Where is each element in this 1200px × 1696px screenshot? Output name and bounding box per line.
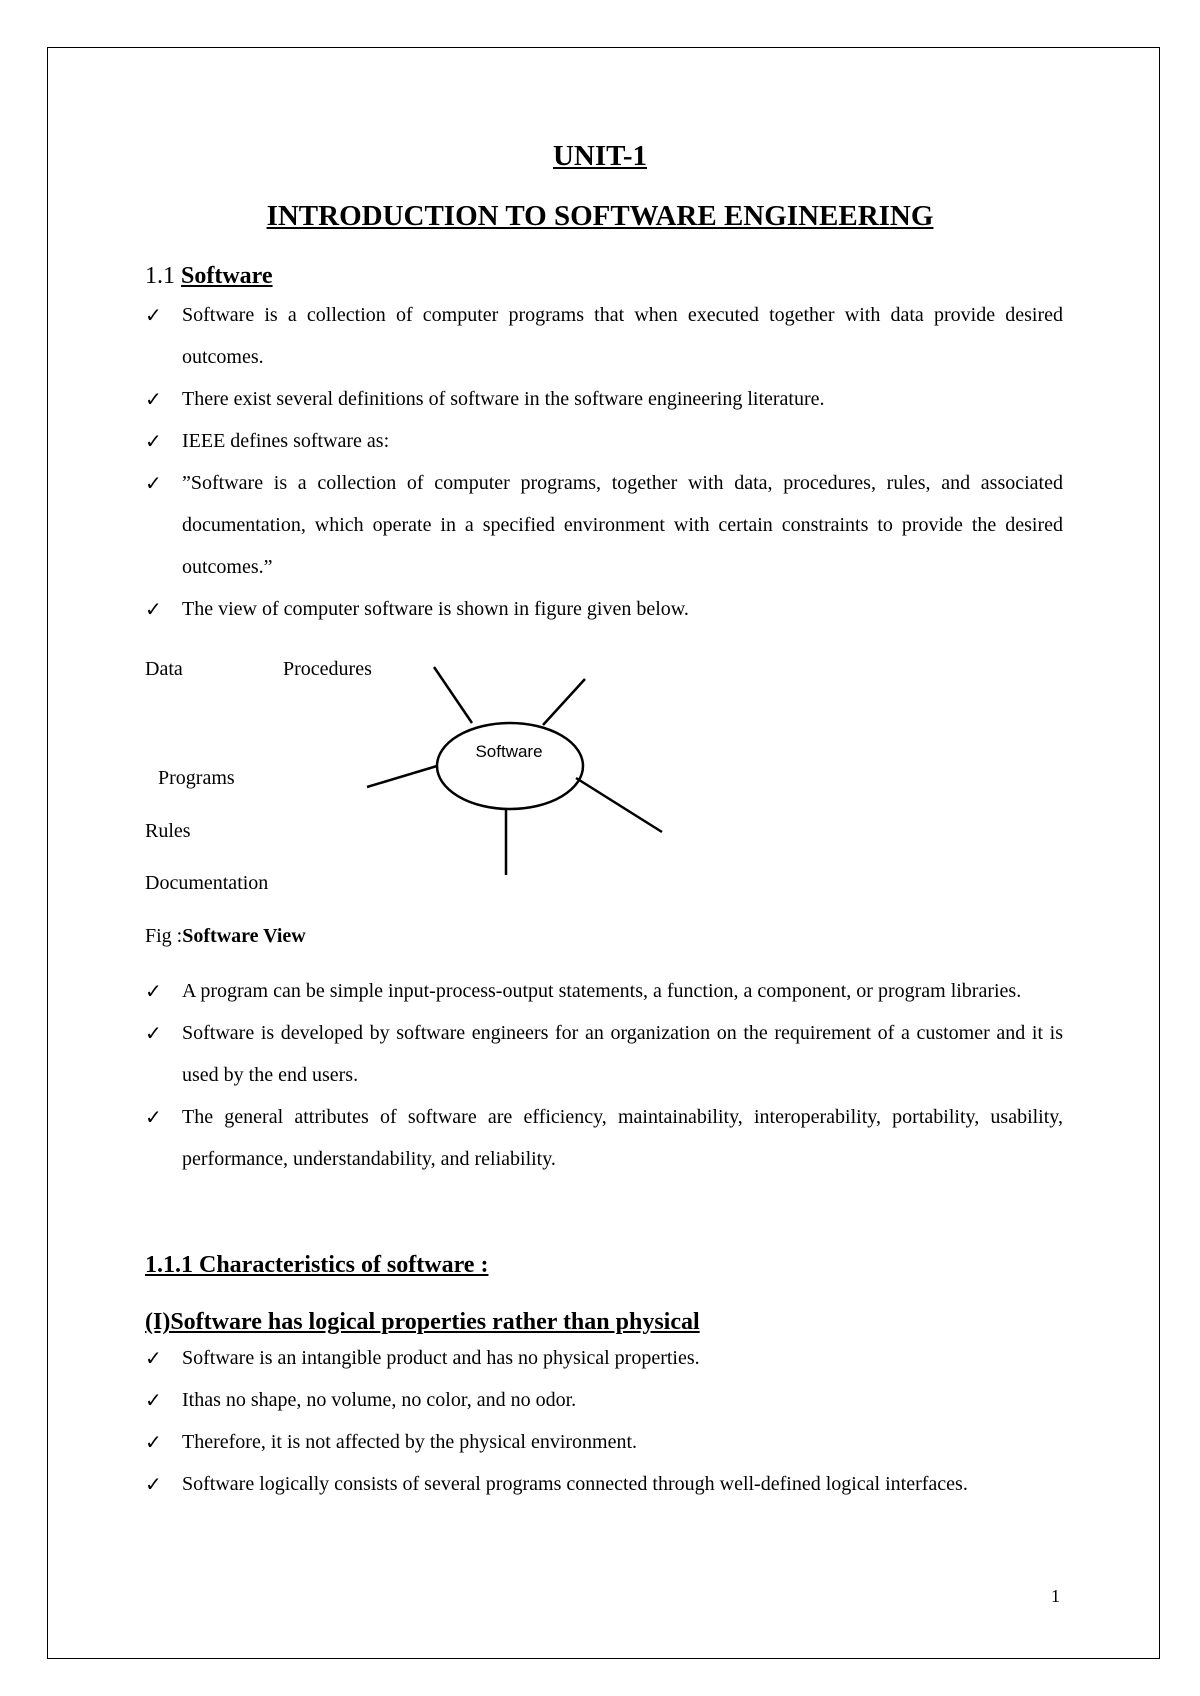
checkmark-icon: ✓ (145, 387, 162, 411)
spoke-line (367, 766, 437, 787)
section-title: Software (181, 263, 273, 289)
list-item: ✓ Ithas no shape, no volume, no color, and no odor. (145, 1379, 1063, 1421)
checkmark-icon: ✓ (145, 429, 162, 453)
checkmark-icon: ✓ (145, 1472, 162, 1496)
label-rules: Rules (145, 820, 191, 842)
spoke-line (543, 679, 585, 725)
label-programs: Programs (158, 767, 235, 789)
label-documentation: Documentation (145, 872, 269, 894)
checkmark-icon: ✓ (145, 1105, 162, 1129)
checkmark-icon: ✓ (145, 303, 162, 327)
main-title: INTRODUCTION TO SOFTWARE ENGINEERING (266, 200, 934, 232)
list-item: ✓ ”Software is a collection of computer programs, together with data, procedures, rules, and associated documentation, which operate in a specified environment with certain constraints to provide the desired outcomes.” (145, 462, 1063, 588)
list-item: ✓ Software is developed by software engineers for an organization on the requirement of a customer and it is used by the end users. (145, 1012, 1063, 1096)
list-item: ✓ The view of computer software is shown in figure given below. (145, 588, 1063, 630)
list-item: ✓ Software logically consists of several programs connected through well-defined logical interfaces. (145, 1463, 1063, 1505)
page-number: 1 (1051, 1586, 1060, 1606)
list-item: ✓ Software is a collection of computer programs that when executed together with data provide desired outcomes. (145, 294, 1063, 378)
section-number: 1.1 (145, 263, 175, 289)
list-item: ✓ Software is an intangible product and has no physical properties. (145, 1337, 1063, 1379)
software-ellipse (437, 723, 583, 809)
software-attributes-list (145, 970, 1063, 1180)
checkmark-icon: ✓ (145, 597, 162, 621)
checkmark-icon: ✓ (145, 471, 162, 495)
figure-caption: Fig :Software View (145, 925, 306, 947)
spoke-line (434, 667, 472, 723)
subheading-logical-properties: (I)Software has logical properties rather than physical (145, 1309, 700, 1335)
software-center-label: Software (475, 742, 543, 761)
list-item: ✓ The general attributes of software are efficiency, maintainability, interoperability, portability, usability, performance, understandability, and reliability. (145, 1096, 1063, 1180)
section-heading-1-1-1: 1.1.1 Characteristics of software : (145, 1252, 489, 1278)
checkmark-icon: ✓ (145, 1021, 162, 1045)
list-item: ✓ A program can be simple input-process-output statements, a function, a component, or program libraries. (145, 970, 1063, 1012)
checkmark-icon: ✓ (145, 1346, 162, 1370)
checkmark-icon: ✓ (145, 1430, 162, 1454)
unit-title: UNIT-1 (552, 140, 647, 172)
checkmark-icon: ✓ (145, 979, 162, 1003)
characteristics-bullet-list (145, 1337, 1063, 1505)
list-item: ✓ IEEE defines software as: (145, 420, 1063, 462)
label-procedures: Procedures (283, 658, 372, 680)
checkmark-icon: ✓ (145, 1388, 162, 1412)
spoke-line (576, 778, 662, 832)
list-item: ✓ Therefore, it is not affected by the physical environment. (145, 1421, 1063, 1463)
label-data: Data (145, 658, 183, 680)
list-item: ✓ There exist several definitions of software in the software engineering literature. (145, 378, 1063, 420)
